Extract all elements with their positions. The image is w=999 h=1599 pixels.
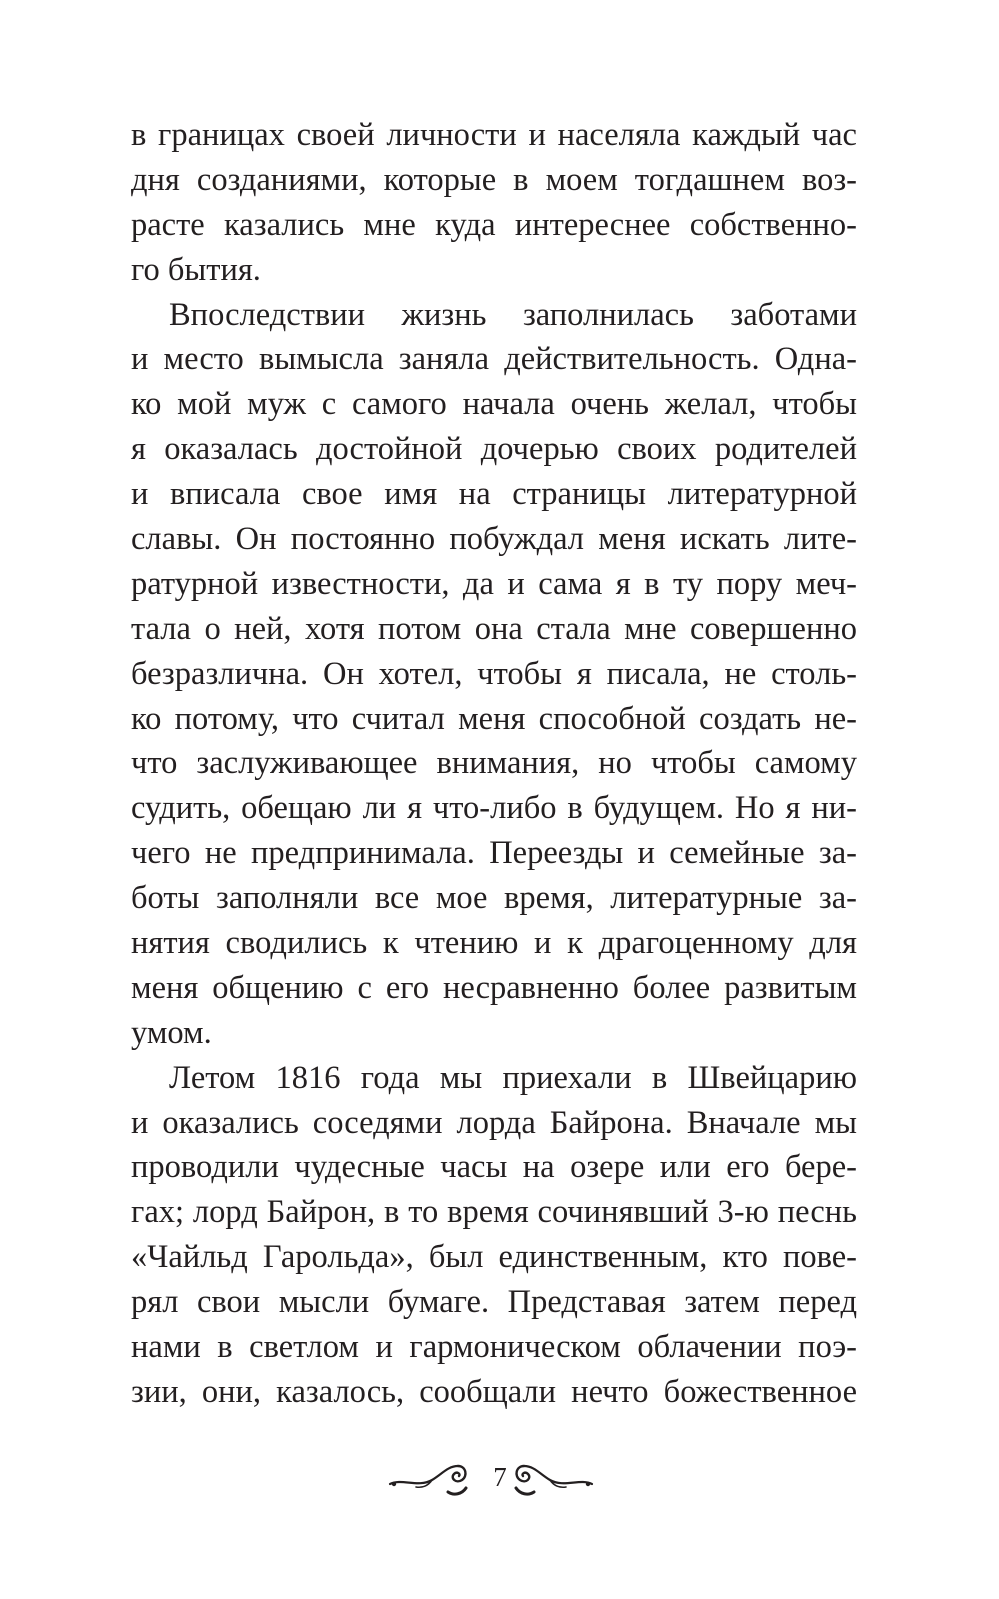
- text-line: ко мой муж с самого начала очень желал, чтобы: [131, 386, 857, 423]
- text-line: умом.: [131, 1014, 212, 1051]
- page-footer: [0, 1448, 999, 1508]
- text-line: гах; лорд Байрон, в то время сочинявший 3-ю песнь: [131, 1194, 857, 1231]
- text-line: дня созданиями, которые в моем тогдашнем воз-: [131, 161, 857, 198]
- text-line: чего не предпринимала. Переезды и семейные за-: [131, 835, 857, 872]
- text-line: меня общению с его несравненно более развитым: [131, 969, 857, 1006]
- text-line: и оказались соседями лорда Байрона. Вначале мы: [131, 1104, 857, 1141]
- page-number: 7: [493, 1462, 507, 1492]
- text-line: судить, обещаю ли я что-либо в будущем. Но я ни-: [131, 790, 857, 827]
- text-line: и вписала свое имя на страницы литературной: [131, 476, 857, 513]
- text-line: рял свои мысли бумаге. Представая затем перед: [131, 1284, 857, 1321]
- text-line: безразлична. Он хотел, чтобы я писала, не столь-: [131, 655, 857, 692]
- page-body-text: [131, 113, 857, 1415]
- right-flourish-ornament-icon: [512, 1454, 594, 1500]
- text-line: зии, они, казалось, сообщали нечто божественное: [131, 1373, 857, 1410]
- text-line: славы. Он постоянно побуждал меня искать лите-: [131, 521, 857, 558]
- text-line: и место вымысла заняла действительность. Одна-: [131, 341, 857, 378]
- text-line: что заслуживающее внимания, но чтобы самому: [131, 745, 857, 782]
- text-line: Впоследствии жизнь заполнилась заботами: [169, 296, 857, 333]
- text-line: ратурной известности, да и сама я в ту пору меч-: [131, 565, 857, 602]
- text-line: ко потому, что считал меня способной создать не-: [131, 700, 857, 737]
- text-line: я оказалась достойной дочерью своих родителей: [131, 431, 857, 468]
- left-flourish-ornament-icon: [388, 1454, 470, 1500]
- text-line: боты заполняли все мое время, литературные за-: [131, 880, 857, 917]
- text-line: нами в светлом и гармоническом облачении поэ-: [131, 1329, 857, 1366]
- text-line: «Чайльд Гарольда», был единственным, кто пове-: [131, 1239, 857, 1276]
- text-line: нятия сводились к чтению и к драгоценному для: [131, 925, 857, 962]
- text-line: Летом 1816 года мы приехали в Швейцарию: [169, 1059, 857, 1096]
- text-line: тала о ней, хотя потом она стала мне совершенно: [131, 610, 857, 647]
- text-line: проводили чудесные часы на озере или его бере-: [131, 1149, 857, 1186]
- text-line: расте казались мне куда интереснее собственно-: [131, 206, 857, 243]
- text-line: го бытия.: [131, 251, 261, 288]
- text-line: в границах своей личности и населяла каждый час: [131, 117, 857, 153]
